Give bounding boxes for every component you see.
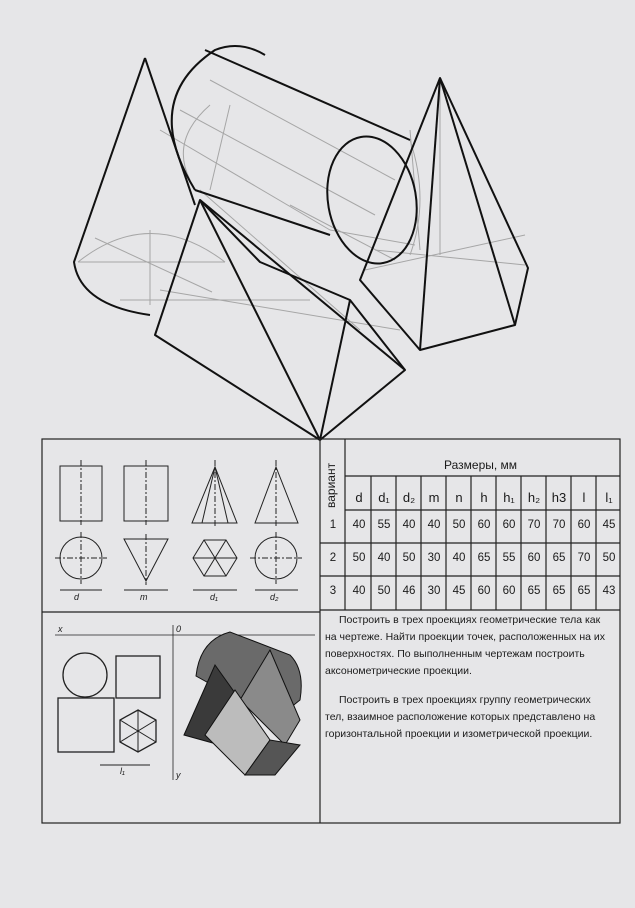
- label-m: m: [140, 592, 148, 602]
- column-header: m: [428, 490, 440, 505]
- axis-y-label: y: [176, 770, 181, 780]
- column-header: h₁: [503, 490, 515, 505]
- table-cell: 45: [602, 519, 616, 531]
- task-text-line: поверхностях. По выполненным чертежам построить: [325, 648, 585, 660]
- table-cell: 30: [427, 552, 441, 564]
- column-header: l₁: [605, 490, 613, 505]
- table-cell: 43: [602, 585, 616, 597]
- task-text-line: Построить в трех проекциях группу геометрических: [339, 694, 591, 706]
- table-cell: 40: [427, 519, 441, 531]
- table-cell: 55: [377, 519, 391, 531]
- table-cell: 60: [502, 519, 516, 531]
- table-cell: 60: [477, 519, 491, 531]
- table-cell: 60: [577, 519, 591, 531]
- label-d1: d₁: [210, 592, 218, 602]
- task2-text: [325, 692, 615, 743]
- column-header: n: [455, 490, 463, 505]
- origin-label: 0: [176, 624, 182, 634]
- table-cell: 65: [552, 552, 566, 564]
- label-d2: d₂: [270, 592, 279, 602]
- column-header: h: [480, 490, 488, 505]
- table-cell: 50: [402, 552, 416, 564]
- task-text-line: горизонтальной проекции и изометрической проекции.: [325, 728, 593, 740]
- table-cell: 40: [352, 519, 366, 531]
- axis-x-label: x: [58, 624, 63, 634]
- table-cell: 70: [552, 519, 566, 531]
- task-text-line: тел, взаимное расположение которых представлено на: [325, 711, 596, 723]
- table-cell: 45: [452, 585, 466, 597]
- label-d: d: [74, 592, 80, 602]
- table-cell: 70: [577, 552, 591, 564]
- dims-title: Размеры, мм: [444, 458, 518, 472]
- column-header: d₁: [378, 490, 390, 505]
- table-cell: 50: [352, 552, 366, 564]
- table-cell: 40: [352, 585, 366, 597]
- column-header: d: [355, 490, 363, 505]
- task-text-line: Построить в трех проекциях геометрические тела как: [339, 614, 601, 626]
- column-header: h₂: [527, 490, 541, 505]
- column-header: d₂: [402, 490, 416, 505]
- table-cell: 65: [527, 585, 541, 597]
- column-header: l: [582, 490, 586, 505]
- table-cell: 70: [527, 519, 541, 531]
- table-cell: 40: [452, 552, 466, 564]
- table-cell: 40: [402, 519, 416, 531]
- table-cell: 65: [552, 585, 566, 597]
- variant-number: 2: [329, 552, 337, 564]
- table-cell: 55: [502, 552, 516, 564]
- task-text-line: на чертеже. Найти проекции точек, расположенных на их: [325, 631, 605, 643]
- table-cell: 65: [577, 585, 591, 597]
- label-l1: l₁: [120, 766, 125, 776]
- table-cell: 40: [377, 552, 391, 564]
- table-cell: 65: [477, 552, 491, 564]
- table-cell: 60: [477, 585, 491, 597]
- table-cell: 50: [377, 585, 391, 597]
- task-text-line: аксонометрические проекции.: [325, 665, 472, 677]
- table-cell: 50: [452, 519, 466, 531]
- table-cell: 30: [427, 585, 441, 597]
- variant-number: 3: [329, 585, 337, 597]
- task1-text: [325, 612, 615, 680]
- variant-number: 1: [329, 519, 337, 531]
- column-header: h3: [551, 490, 567, 505]
- table-cell: 60: [502, 585, 516, 597]
- variant-header: вариант: [324, 462, 338, 508]
- table-cell: 50: [602, 552, 616, 564]
- table-cell: 46: [402, 585, 416, 597]
- table-cell: 60: [527, 552, 541, 564]
